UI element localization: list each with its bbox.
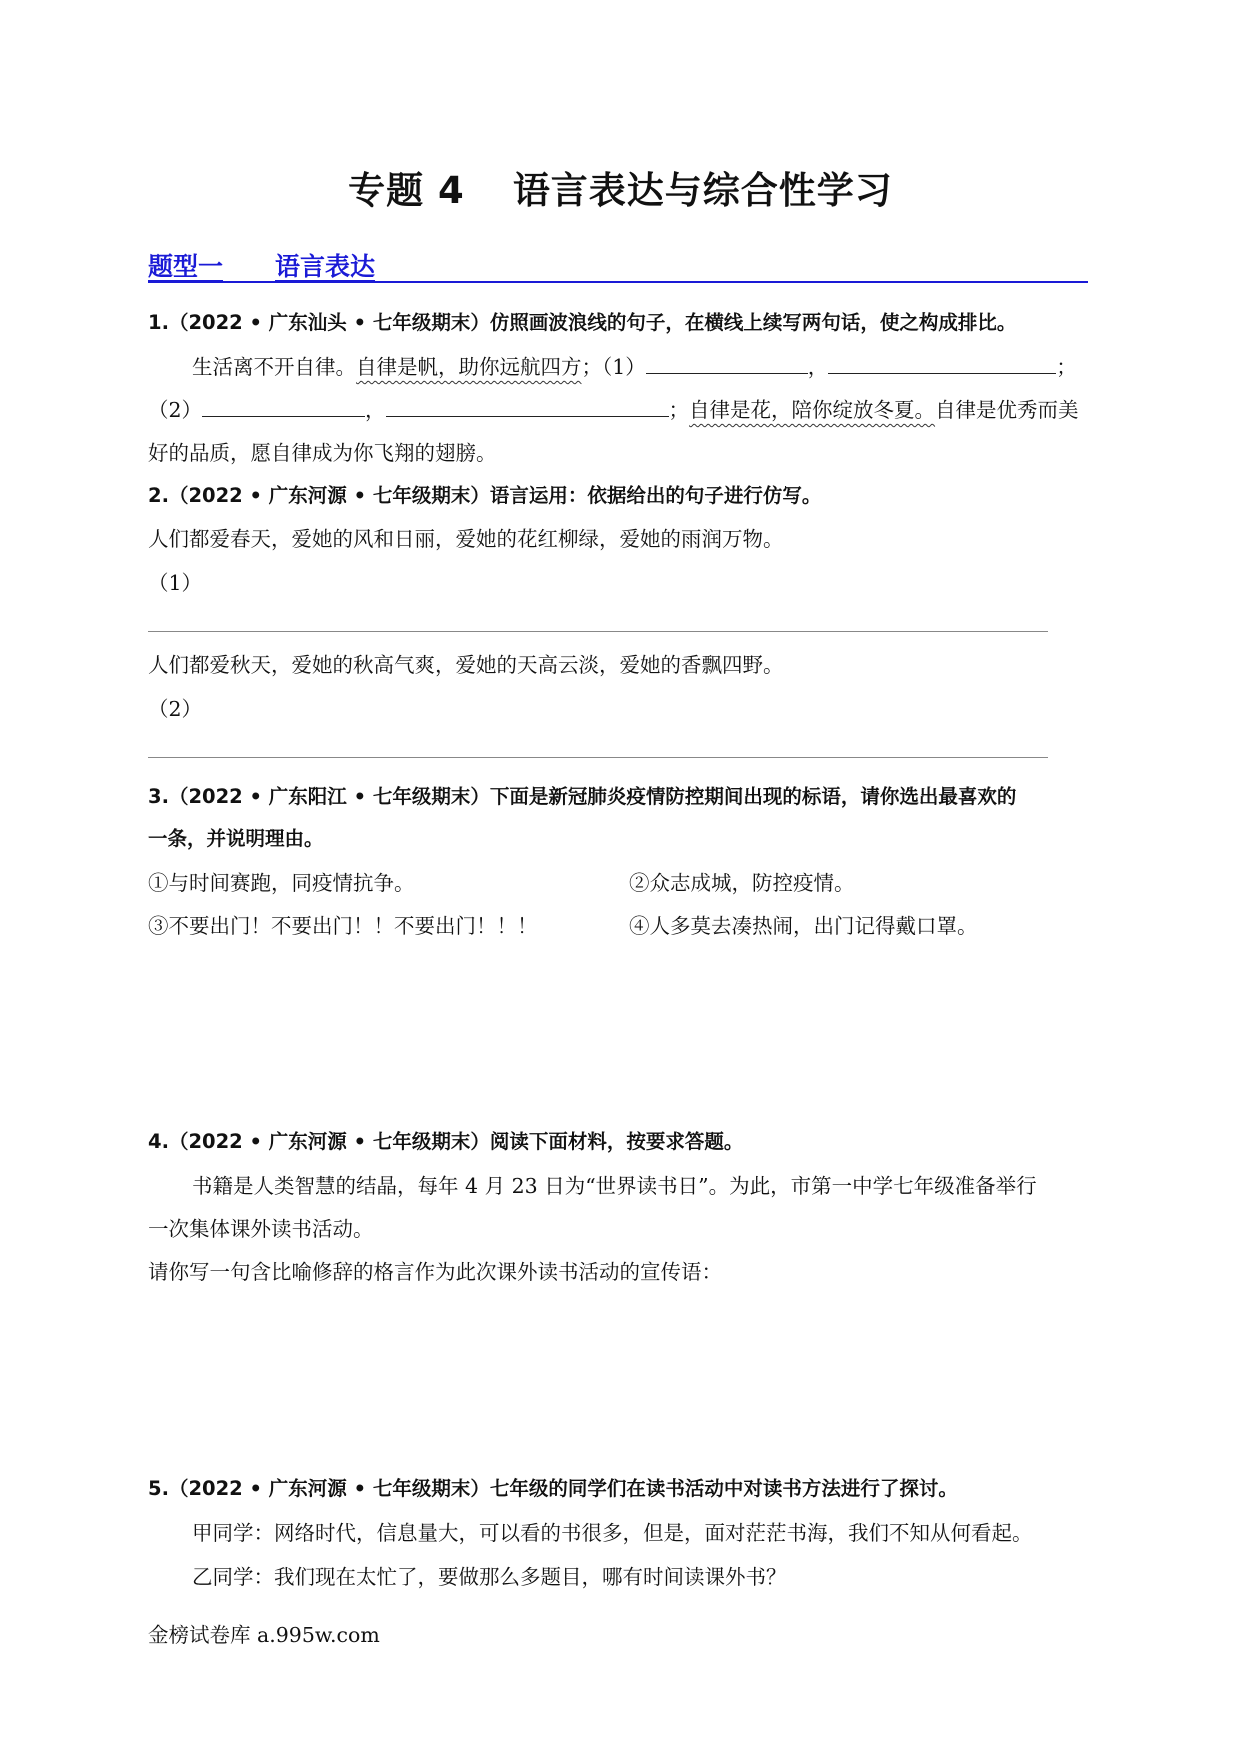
section-type-name: 语言表达	[275, 252, 376, 281]
question-4-paragraph-1: 书籍是人类智慧的结晶，每年 4 月 23 日为“世界读书日”。为此，市第一中学七年级准备举行	[192, 1174, 1037, 1198]
q1-blank-number-2: （2）	[148, 398, 203, 422]
q1-text: 自律是优秀而美	[935, 398, 1079, 422]
question-4-paragraph-2: 一次集体课外读书活动。	[148, 1217, 374, 1241]
section-heading	[148, 247, 1088, 283]
question-3-heading-line-1: 3.（2022 • 广东阳江 • 七年级期末）下面是新冠肺炎疫情防控期间出现的标语，请你选出最喜欢的	[148, 785, 1017, 808]
q1-comma: ，	[807, 355, 829, 379]
page-title	[0, 160, 1241, 214]
question-5-student-b: 乙同学：我们现在太忙了，要做那么多题目，哪有时间读课外书？	[192, 1565, 787, 1589]
answer-blank[interactable]	[828, 353, 1056, 374]
q1-semicolon: ；	[1056, 355, 1077, 379]
answer-blank[interactable]	[386, 396, 669, 417]
question-4-prompt: 请你写一句含比喻修辞的格言作为此次课外读书活动的宣传语：	[148, 1260, 722, 1284]
q1-comma: ，	[365, 398, 386, 422]
question-5-heading: 5.（2022 • 广东河源 • 七年级期末）七年级的同学们在读书活动中对读书方法进行了探讨。	[148, 1477, 958, 1500]
question-1-line-3: 好的品质，愿自律成为你飞翔的翅膀。	[148, 441, 497, 465]
answer-line[interactable]	[148, 631, 1048, 632]
option-1: ①与时间赛跑，同疫情抗争。	[148, 871, 415, 895]
option-2: ②众志成城，防控疫情。	[629, 871, 855, 895]
question-5-student-a: 甲同学：网络时代，信息量大，可以看的书很多，但是，面对茫茫书海，我们不知从何看起。	[192, 1521, 1033, 1545]
question-1-line-1	[192, 350, 1077, 380]
question-3-heading-line-2: 一条，并说明理由。	[148, 827, 324, 850]
question-2-sentence-2: 人们都爱秋天，爱她的秋高气爽，爱她的天高云淡，爱她的香飘四野。	[148, 653, 784, 677]
question-2-sentence-1: 人们都爱春天，爱她的风和日丽，爱她的花红柳绿，爱她的雨润万物。	[148, 527, 784, 551]
option-3: ③不要出门！不要出门！！不要出门！！！	[148, 914, 538, 938]
answer-line[interactable]	[148, 757, 1048, 758]
q1-blank-number-1: ；（1）	[581, 355, 646, 379]
q1-wavy-sentence: 自律是花，陪你绽放冬夏。	[689, 398, 936, 422]
title-topic-number: 专题 4	[348, 169, 465, 212]
question-2-number-2: （2）	[148, 697, 203, 721]
question-1-heading: 1.（2022 • 广东汕头 • 七年级期末）仿照画波浪线的句子，在横线上续写两句话，使之构成排比。	[148, 311, 1017, 334]
footer-source: 金榜试卷库 a.995w.com	[148, 1623, 380, 1647]
section-type-label: 题型一	[148, 252, 224, 281]
answer-blank[interactable]	[646, 353, 808, 374]
option-4: ④人多莫去凑热闹，出门记得戴口罩。	[629, 914, 978, 938]
q1-semicolon: ；	[668, 398, 690, 422]
q1-text: 生活离不开自律。	[192, 355, 356, 379]
question-2-number-1: （1）	[148, 571, 203, 595]
question-1-line-2	[148, 393, 1079, 423]
q1-wavy-sentence: 自律是帆，助你远航四方	[356, 355, 582, 379]
question-4-heading: 4.（2022 • 广东河源 • 七年级期末）阅读下面材料，按要求答题。	[148, 1130, 744, 1153]
answer-blank[interactable]	[202, 396, 365, 417]
question-2-heading: 2.（2022 • 广东河源 • 七年级期末）语言运用：依据给出的句子进行仿写。	[148, 484, 822, 507]
title-topic-name: 语言表达与综合性学习	[512, 169, 893, 212]
